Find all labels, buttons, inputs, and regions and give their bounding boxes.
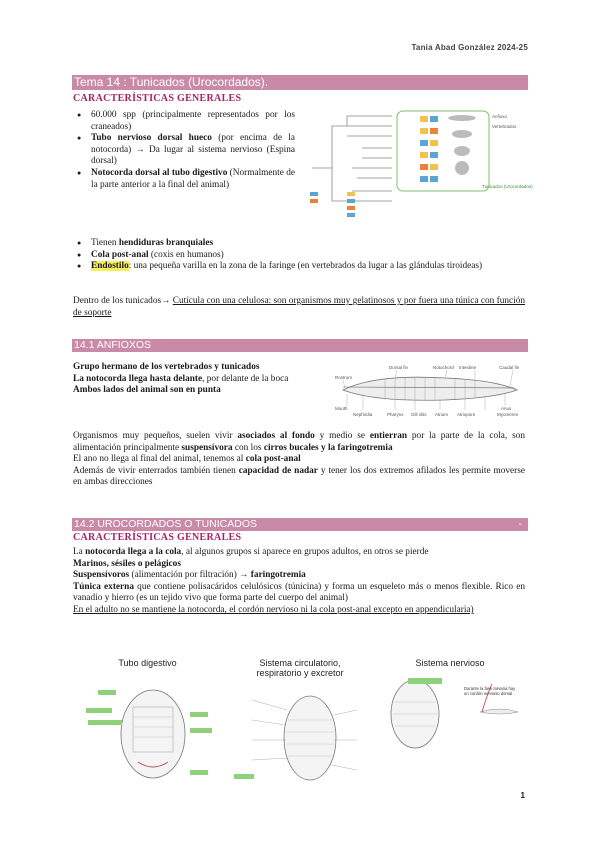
anatomy-label: Atriopore: [457, 412, 476, 417]
nervous-note: Durante la fase larvaria hay un cordón nervioso dorsal: [464, 686, 516, 696]
anatomy-label: Gill slits: [411, 412, 427, 417]
anatomy-label: Caudal fin: [499, 365, 520, 370]
anatomy-label: Atrium: [435, 412, 449, 417]
section-heading: CARACTERÍSTICAS GENERALES: [73, 93, 242, 104]
anatomy-label: Nephridia: [353, 412, 373, 417]
tree-label: Vertebrados: [492, 124, 517, 129]
section-heading: CARACTERÍSTICAS GENERALES: [73, 532, 242, 543]
anatomy-label: Intestine: [459, 365, 477, 370]
characteristics-list-2: [73, 238, 525, 273]
chapter-title: Tema 14 : Tunicados (Urocordados).: [72, 75, 528, 90]
anatomy-label: Mouth: [335, 406, 348, 411]
list-item: Grupo hermano de los vertebrados y tunicados: [73, 362, 260, 372]
page-number: 1: [520, 791, 525, 800]
band-title: 14.2 UROCORDADOS O TUNICADOS: [74, 518, 258, 530]
digestive-figure: [78, 672, 228, 784]
paragraph: La notocorda llega a la cola, al algunos grupos si aparece en grupos adultos, en otros se pierde: [73, 547, 429, 557]
list-item: ● Tienen hendiduras branquiales: [73, 238, 525, 250]
paragraph: Suspensívoros (alimentación por filtración) → faringotremia: [73, 570, 306, 581]
phylogeny-figure: [302, 106, 533, 236]
list-item: ● 60.000 spp (principalmente representados por los craneados): [73, 110, 295, 133]
paragraph: Marinos, sésiles o pelágicos: [73, 558, 181, 569]
list-item: ● Cola post-anal (coxis en humanos): [73, 250, 525, 262]
band-dash: -: [518, 518, 522, 530]
anatomy-label: Notochord: [433, 365, 454, 370]
paragraph: Organismos muy pequeños, suelen vivir asociados al fondo y medio se entierran por la parte de la cola, son alimentación principalmente suspensívora con los cirros bucales y la faringotremia: [73, 431, 525, 453]
characteristics-list: [73, 110, 295, 191]
figure-caption: Tubo digestivo: [118, 658, 177, 668]
anfioxo-paragraph: [73, 431, 525, 489]
anatomy-label: Pharynx: [387, 412, 404, 417]
tree-label: Tunicados (Urocordados): [482, 184, 533, 189]
anfioxo-list: [73, 362, 323, 397]
anatomy-label: Dorsal fin: [389, 365, 409, 370]
paragraph: En el adulto no se mantiene la notocorda, el cordón nervioso ni la cola post-anal excepto en appendicularia): [73, 604, 474, 615]
paragraph: Además de vivir enterrados también tienen capacidad de nadar y tener los dos extremos afilados les permite moverse en ambas direcciones: [73, 465, 525, 488]
figure-caption: Sistema circulatorio, respiratorio y excretor: [256, 658, 344, 678]
list-item: ● Endostilo: una pequeña varilla en la zona de la faringe (en vertebrados da lugar a las glándulas tiroideas): [73, 261, 525, 273]
anatomy-label: Myomeres: [497, 412, 519, 417]
list-item: La notocorda llega hasta delante, por delante de la boca: [73, 373, 289, 384]
amphioxus-figure: [335, 364, 525, 420]
circulatory-figure: [232, 690, 372, 786]
section-band-anfioxos: 14.1 ANFIOXOS: [72, 339, 528, 352]
anatomy-label: Anus: [501, 406, 512, 411]
page-header: Tania Abad González 2024-25: [411, 43, 528, 52]
section-band-urocordados: [72, 518, 528, 531]
paragraph: Túnica externa que contiene polisacáridos celulósicos (túnicina) y forma un esqueleto más o menos flexible. Rico en vanadio y hierro (es un tejido vivo que forma parte del cuerpo del animal): [73, 581, 526, 604]
list-item: ● Notocorda dorsal al tubo digestivo (Normalmente de la parte anterior a la final del animal): [73, 168, 295, 191]
list-item: Ambos lados del animal son en punta: [73, 385, 221, 396]
figure-caption: Sistema nervioso: [415, 658, 485, 668]
tunicate-paragraph: Dentro de los tunicados→ Cutícula con una celulosa: son organismos muy gelatinosos y por fuera una túnica con función de soporte: [73, 296, 526, 318]
nervous-figure: [380, 672, 520, 752]
tree-label: Anfioxo: [492, 114, 508, 119]
anatomy-label: Rostrum: [335, 375, 353, 380]
urocordados-text: [73, 547, 525, 617]
list-item: ● Tubo nervioso dorsal hueco (por encima de la notocorda) → Da lugar al sistema nervioso (Espina dorsal): [73, 133, 295, 168]
paragraph: El ano no llega al final del animal, tenemos al cola post-anal: [73, 454, 301, 465]
